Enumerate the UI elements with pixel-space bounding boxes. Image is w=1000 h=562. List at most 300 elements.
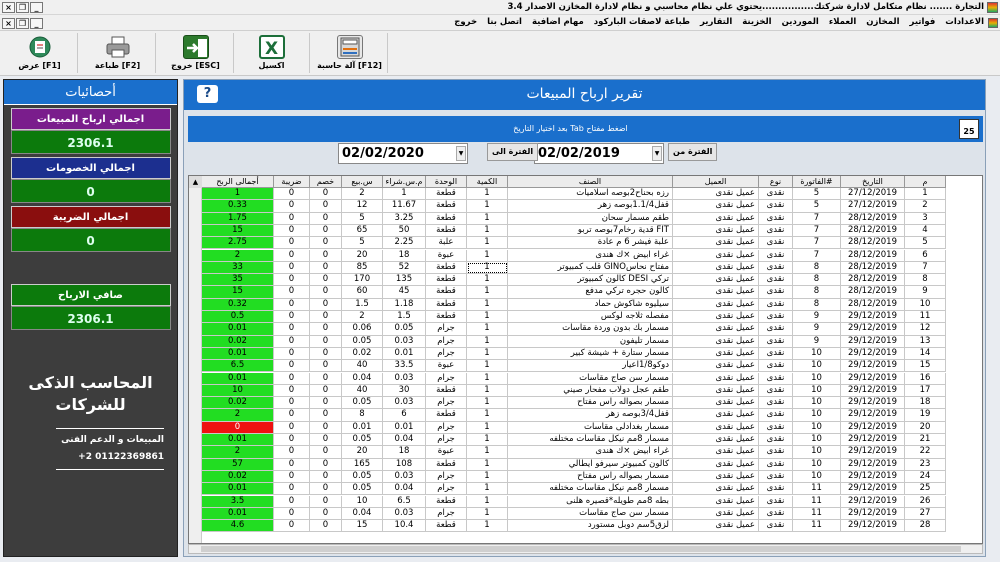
table-cell: 3.25 [383,213,426,225]
table-cell: 0 [274,250,310,262]
table-cell: مسمار تليفون [508,336,673,348]
menu-item[interactable]: الموردين [781,17,819,27]
table-cell: نقدى [759,385,793,397]
table-cell: 29/12/2019 [841,459,905,471]
table-cell: مسمار بصواله راس مفتاح [508,397,673,409]
table-cell: 0.06 [342,323,383,335]
table-cell: 15 [202,225,274,237]
table-cell: علبة [426,237,467,249]
table-cell: 2 [905,200,946,212]
table-cell: 1 [467,237,508,249]
table-cell: قفل1.1/4بوصه زهر [508,200,673,212]
table-cell: 8 [793,262,841,274]
table-cell: نقدى [759,373,793,385]
table-cell: عميل نقدى [673,286,759,298]
table-cell: قطعة [426,200,467,212]
table-row[interactable] [202,409,946,421]
table-row[interactable] [202,459,946,471]
table-cell: عميل نقدى [673,299,759,311]
total-tax-label: اجمالي الضريبة [11,206,171,228]
table-cell: جرام [426,508,467,520]
table-cell: 10 [793,459,841,471]
column-header[interactable]: س.بيع [342,176,383,188]
table-cell: 0 [310,422,342,434]
table-cell: 28/12/2019 [841,213,905,225]
minimize-icon[interactable]: _ [30,2,43,13]
table-cell: 2 [202,250,274,262]
table-cell: 2 [342,311,383,323]
table-cell: 27/12/2019 [841,188,905,200]
table-cell: 1 [467,385,508,397]
table-cell: 9 [793,311,841,323]
table-cell: 1 [467,286,508,298]
chevron-down-icon[interactable]: ▼ [456,146,466,161]
table-row[interactable] [202,286,946,298]
table-cell: 29/12/2019 [841,385,905,397]
table-cell: نقدى [759,459,793,471]
table-cell: عميل نقدى [673,471,759,483]
table-cell: 0.01 [202,434,274,446]
table-cell: مسمار 8مم نيكل مقاسات مختلفه [508,483,673,495]
table-cell: 1 [467,262,508,274]
table-cell: 0 [310,508,342,520]
table-cell: 2 [202,446,274,458]
table-cell: 1 [467,520,508,532]
menu-item[interactable]: فواتير [909,17,936,27]
table-cell: 0.03 [383,471,426,483]
table-cell: 4.6 [202,520,274,532]
total-sales-profit [11,108,171,154]
table-cell: 1 [467,471,508,483]
table-cell: 0 [274,336,310,348]
table-cell: 60 [342,286,383,298]
table-cell: 18 [383,446,426,458]
table-cell: نقدى [759,200,793,212]
column-header[interactable]: نوع [759,176,793,188]
table-cell: 10.4 [383,520,426,532]
calculator-icon [337,35,363,59]
table-cell: 28/12/2019 [841,250,905,262]
menu-item[interactable]: خروج [454,17,478,27]
total-discounts-label: اجمالي الخصومات [11,157,171,179]
table-cell: 0 [274,508,310,520]
table-cell: عميل نقدى [673,336,759,348]
table-cell: 0 [310,323,342,335]
table-row[interactable] [202,360,946,372]
table-row[interactable] [202,471,946,483]
table-cell: 5 [342,237,383,249]
table-cell: 0 [310,274,342,286]
table-cell: 23 [905,459,946,471]
column-header[interactable]: أجمالى الربح [202,176,274,188]
table-cell: 0 [274,397,310,409]
table-cell: 29/12/2019 [841,508,905,520]
table-cell: قلب كمبيوتر GINOمفتاح نحاس [508,262,673,274]
table-cell: عميل نقدى [673,483,759,495]
table-row[interactable] [202,250,946,262]
table-cell: 0.01 [202,373,274,385]
table-cell: 0 [274,188,310,200]
column-header[interactable]: م [905,176,946,188]
table-cell: نقدى [759,274,793,286]
table-row[interactable] [202,385,946,397]
table-cell: 19 [905,409,946,421]
table-cell: نقدى [759,299,793,311]
table-cell: 28 [905,520,946,532]
table-cell: 10 [793,348,841,360]
table-cell: عميل نقدى [673,262,759,274]
table-cell: عميل نقدى [673,409,759,421]
table-cell: قطعة [426,311,467,323]
column-header[interactable]: م.س.شراء [383,176,426,188]
column-header[interactable]: ضريبة [274,176,310,188]
table-cell: 33.5 [383,360,426,372]
to-date-picker[interactable] [338,143,468,164]
table-cell: 0 [274,471,310,483]
print-button[interactable] [80,33,156,73]
table-cell: 0.5 [202,311,274,323]
table-cell: 20 [342,446,383,458]
title-bar [0,0,1000,15]
table-row[interactable] [202,496,946,508]
table-cell: عميل نقدى [673,385,759,397]
scroll-thumb[interactable] [201,546,961,552]
table-cell: 0.04 [342,508,383,520]
table-cell: 21 [905,434,946,446]
table-cell: عميل نقدى [673,434,759,446]
table-cell: قطعة [426,274,467,286]
view-label: عرض [F1] [18,61,61,70]
net-profit-label: صافي الارباح [11,284,171,306]
table-cell: 0 [274,373,310,385]
menu-item[interactable]: طباعة لاصقات الباركود [593,17,690,27]
table-cell: 0 [274,323,310,335]
table-cell: 27 [905,508,946,520]
menu-item[interactable]: مهام اضافية [531,17,584,27]
table-cell: عميل نقدى [673,348,759,360]
scroll-up-icon[interactable]: ▲ [189,176,202,188]
calculator-button[interactable] [312,33,388,73]
table-cell: مسمار بك بدون وردة مقاسات [508,323,673,335]
table-cell: 18 [905,397,946,409]
table-cell: كالون حجره تركي مدفع [508,286,673,298]
table-cell: دوكو1/8اعيار [508,360,673,372]
column-header[interactable]: الصنف [508,176,673,188]
table-cell: 29/12/2019 [841,520,905,532]
total-tax [11,206,171,252]
table-cell: 1 [467,422,508,434]
horizontal-scrollbar[interactable] [188,544,983,554]
table-cell: 1 [467,496,508,508]
table-header [202,176,946,188]
table-cell: 13 [905,336,946,348]
table-cell: 28/12/2019 [841,262,905,274]
table-row[interactable] [202,274,946,286]
table-cell: 0 [310,213,342,225]
exit-button[interactable] [158,33,234,73]
table-cell: 0 [274,385,310,397]
table-row[interactable] [202,520,946,532]
table-cell: 0.01 [202,323,274,335]
table-cell: 0 [310,446,342,458]
table-cell: 16 [905,373,946,385]
table-row[interactable] [202,213,946,225]
table-row[interactable] [202,188,946,200]
table-cell: 14 [905,348,946,360]
table-cell: علبة فيشر 6 م عادة [508,237,673,249]
excel-button[interactable] [234,33,310,73]
table-row[interactable] [202,323,946,335]
excel-label: اكسيل [258,61,285,70]
minimize-icon[interactable]: _ [30,18,43,29]
table-row[interactable] [202,422,946,434]
table-cell: 8 [793,299,841,311]
table-cell: 0 [310,360,342,372]
table-cell: 9 [905,286,946,298]
restore-icon[interactable]: ❐ [16,2,29,13]
table-cell: 29/12/2019 [841,323,905,335]
table-cell: رزه بحناح2بوصه اسلاميات [508,188,673,200]
table-cell: 0 [274,262,310,274]
table-cell: 1.75 [202,213,274,225]
table-cell: 0 [274,360,310,372]
table-cell: 0 [310,385,342,397]
table-cell: جرام [426,483,467,495]
table-cell: قطعة [426,188,467,200]
excel-icon [259,35,285,59]
table-cell: جرام [426,373,467,385]
table-cell: 10 [793,409,841,421]
table-cell: 0 [310,286,342,298]
column-header[interactable]: التاريخ [841,176,905,188]
table-cell: 29/12/2019 [841,397,905,409]
table-cell: 0 [310,520,342,532]
table-cell: 29/12/2019 [841,348,905,360]
table-cell: مسمار ستارة + شيشة كبير [508,348,673,360]
table-cell: نقدى [759,434,793,446]
table-cell: 7 [905,262,946,274]
table-cell: نقدى [759,237,793,249]
table-cell: نقدى [759,520,793,532]
table-cell: 0.04 [342,373,383,385]
table-row[interactable] [202,348,946,360]
table-cell: نقدى [759,311,793,323]
table-cell: 1 [467,225,508,237]
table-cell: 0.05 [342,483,383,495]
table-row[interactable] [202,262,946,274]
table-cell: 1 [467,446,508,458]
table-cell: 3.5 [202,496,274,508]
table-cell: كالون كمبيوتر سيرفو ايطالي [508,459,673,471]
table-cell: نقدى [759,348,793,360]
table-cell: 0 [274,348,310,360]
table-cell: 9 [793,323,841,335]
net-profit-value: 2306.1 [11,306,171,330]
menu-item[interactable]: الاعدادات [945,17,984,27]
table-row[interactable] [202,299,946,311]
statistics-title: أحصائيات [4,80,177,105]
to-label: الفترة الى [487,143,538,161]
table-cell: 5 [793,200,841,212]
table-cell: نقدى [759,483,793,495]
table-cell: 12 [342,200,383,212]
table-cell: 1 [383,188,426,200]
table-cell: 10 [905,299,946,311]
table-cell: جرام [426,323,467,335]
table-cell: بطه 8مم طويله*قصيره هلنى [508,496,673,508]
menu-item[interactable]: الخزينة [742,17,772,27]
table-cell: 1.18 [383,299,426,311]
table-cell: 0.05 [342,397,383,409]
table-cell: 0.01 [383,348,426,360]
column-header[interactable]: الفاتورة# [793,176,841,188]
table-cell: 3 [905,213,946,225]
table-cell: 0 [310,373,342,385]
menu-bar [0,15,1000,31]
table-cell: نقدى [759,409,793,421]
table-cell: 28/12/2019 [841,237,905,249]
close-icon[interactable]: × [2,18,15,29]
table-cell: 15 [342,520,383,532]
table-row[interactable] [202,336,946,348]
help-icon[interactable]: ? [197,85,218,103]
table-cell: 0.01 [202,483,274,495]
table-cell: عميل نقدى [673,459,759,471]
table-cell: قطعة [426,459,467,471]
table-cell: 28/12/2019 [841,299,905,311]
table-cell: 9 [793,336,841,348]
table-cell: 0 [274,459,310,471]
table-cell: 15 [905,360,946,372]
table-cell: 0 [274,483,310,495]
table-cell: 40 [342,385,383,397]
total-discounts-value: 0 [11,179,171,203]
table-row[interactable] [202,225,946,237]
print-label: طباعة [F2] [94,61,141,70]
toolbar [0,31,1000,76]
table-row[interactable] [202,237,946,249]
table-cell: عميل نقدى [673,274,759,286]
table-cell: 45 [383,286,426,298]
table-row[interactable] [202,397,946,409]
from-date-value: 02/02/2019 [538,146,620,161]
close-icon[interactable]: × [2,2,15,13]
table-cell: 0 [274,311,310,323]
date-hint: بعد اختيار التاريخ Tab اضغط مفتاح [513,124,628,133]
to-date-value: 02/02/2020 [342,146,424,161]
table-cell: 170 [342,274,383,286]
report-view-icon [27,35,53,59]
document-icon [988,18,998,28]
report-header [184,80,985,110]
table-cell: 0.05 [342,336,383,348]
restore-icon[interactable]: ❐ [16,18,29,29]
vertical-scrollbar[interactable] [189,176,202,543]
table-cell: 7 [793,237,841,249]
table-cell: 29/12/2019 [841,360,905,372]
table-cell: 30 [383,385,426,397]
from-date-picker[interactable] [534,143,664,164]
table-row[interactable] [202,508,946,520]
table-row[interactable] [202,311,946,323]
table-cell: 0 [274,213,310,225]
table-cell: 0 [202,422,274,434]
table-cell: عميل نقدى [673,213,759,225]
table-cell: 1 [202,188,274,200]
table-cell: 29/12/2019 [841,434,905,446]
table-cell: نقدى [759,323,793,335]
table-cell: 0 [274,446,310,458]
table-cell: جرام [426,336,467,348]
table-cell: 29/12/2019 [841,496,905,508]
table-cell: جرام [426,422,467,434]
table-row[interactable] [202,434,946,446]
table-cell: 18 [383,250,426,262]
column-header[interactable]: العميل [673,176,759,188]
table-row[interactable] [202,483,946,495]
table-cell: 2 [342,188,383,200]
menu-item[interactable]: المخازن [866,17,900,27]
table-cell: نقدى [759,250,793,262]
total-sales-profit-value: 2306.1 [11,130,171,154]
brand-line-2: للشركات [55,395,126,414]
column-header[interactable]: الوحدة [426,176,467,188]
table-cell: 8 [793,274,841,286]
table-cell: جرام [426,434,467,446]
table-cell: 0.05 [342,471,383,483]
table-cell: 0.03 [383,336,426,348]
table-cell: 8 [905,274,946,286]
table-cell: لزق5سم دوبل مستورد [508,520,673,532]
table-row[interactable] [202,446,946,458]
table-cell: 10 [793,422,841,434]
table-cell: مسمار سن صاج مقاسات [508,373,673,385]
table-cell: 1 [467,311,508,323]
menu-item[interactable]: التقارير [700,17,733,27]
menu-item[interactable]: العملاء [828,17,857,27]
table-cell: عميل نقدى [673,422,759,434]
profit-table[interactable] [188,175,983,544]
table-cell: 0.02 [202,471,274,483]
table-cell: 10 [793,373,841,385]
table-row[interactable] [202,373,946,385]
table-cell: 1 [467,508,508,520]
chevron-down-icon[interactable]: ▼ [652,146,662,161]
printer-icon [105,35,131,59]
table-cell: عميل نقدى [673,397,759,409]
table-cell: 0 [310,200,342,212]
table-cell: 0.05 [383,323,426,335]
table-cell: 6.5 [383,496,426,508]
table-cell: عميل نقدى [673,188,759,200]
table-cell: جرام [426,348,467,360]
menu-item[interactable]: اتصل بنا [487,17,522,27]
table-cell: 11.67 [383,200,426,212]
column-header[interactable]: الكمية [467,176,508,188]
table-cell: 50 [383,225,426,237]
table-cell: 0.01 [383,422,426,434]
table-cell: سيليوه شاكوش حماد [508,299,673,311]
table-cell: قطعة [426,496,467,508]
total-sales-profit-label: اجمالي ارباح المبيعات [11,108,171,130]
child-window-controls [2,18,43,29]
table-cell: عميل نقدى [673,225,759,237]
table-cell: نقدى [759,422,793,434]
table-cell: نقدى [759,336,793,348]
table-row[interactable] [202,200,946,212]
column-header[interactable]: خصم [310,176,342,188]
view-button[interactable] [2,33,78,73]
